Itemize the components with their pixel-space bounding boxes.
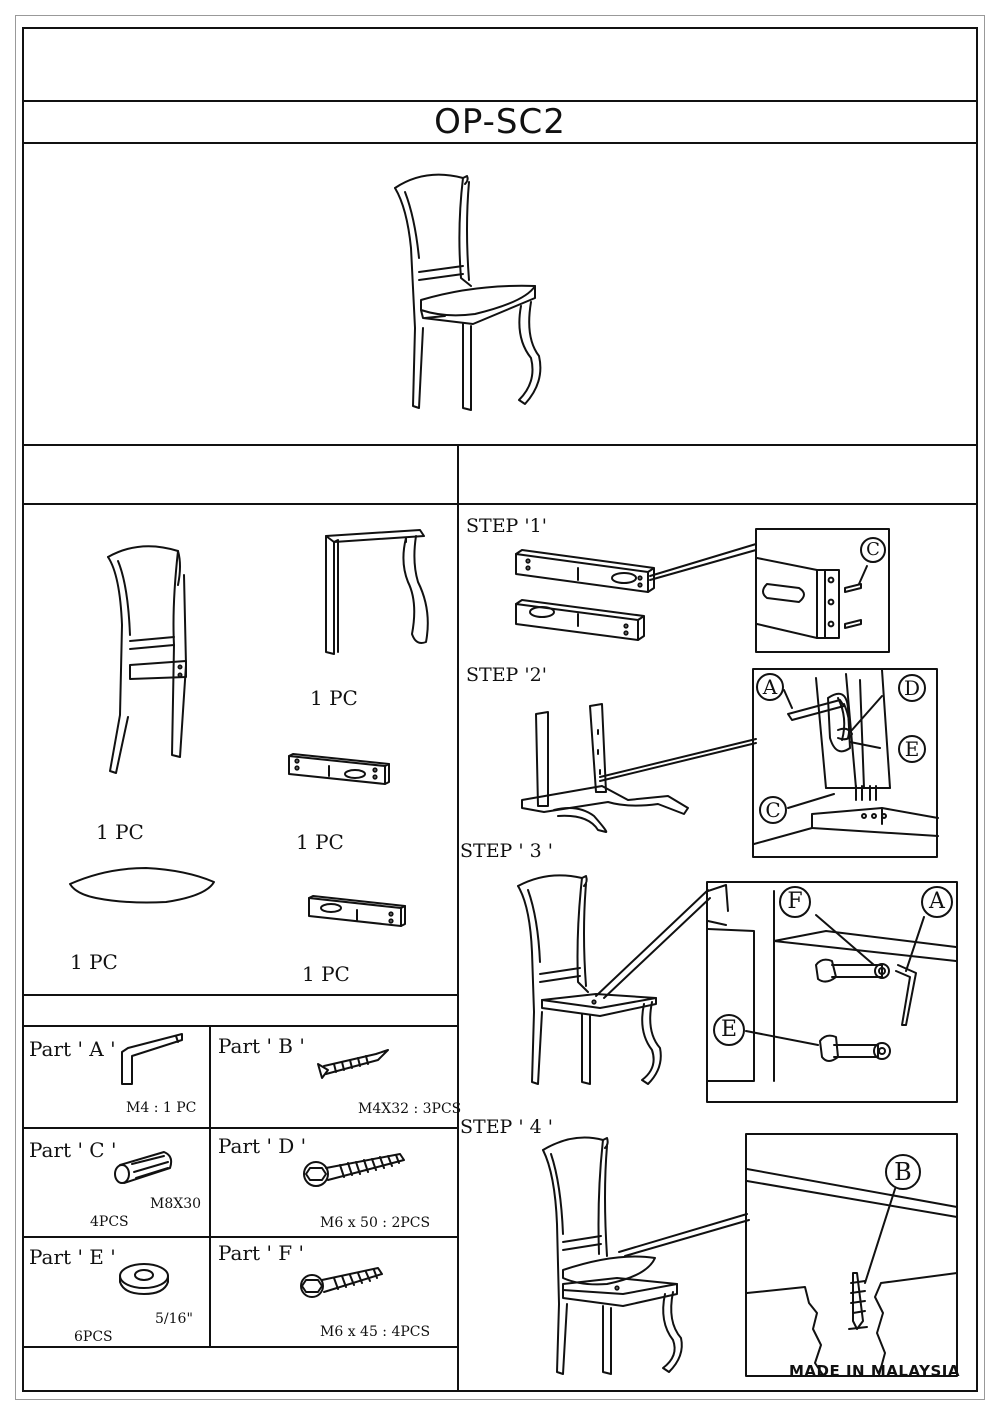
- wood-screw-icon: [312, 1042, 392, 1082]
- allen-key-icon: [118, 1034, 188, 1090]
- divider: [24, 1236, 457, 1238]
- callout-leader: [617, 1212, 751, 1258]
- divider: [24, 1127, 457, 1129]
- part-qty: 1 PC: [296, 830, 344, 854]
- step-4-detail: [745, 1133, 958, 1377]
- part-qty: 1 PC: [310, 686, 358, 710]
- divider: [24, 444, 976, 446]
- seat-part: [66, 864, 216, 906]
- divider: [24, 142, 976, 144]
- divider: [24, 1025, 457, 1027]
- part-b-spec: M4X32 : 3PCS: [358, 1101, 462, 1117]
- divider: [24, 1346, 457, 1348]
- part-a-spec: M4 : 1 PC: [126, 1100, 197, 1116]
- callout-f: F: [779, 886, 811, 918]
- side-rail-part: [285, 752, 390, 792]
- part-e-spec: 5/16": [155, 1311, 193, 1327]
- part-a-label: Part ' A ': [29, 1037, 116, 1061]
- callout-c: C: [759, 796, 787, 824]
- part-d-label: Part ' D ': [218, 1134, 307, 1158]
- part-qty: 1 PC: [96, 820, 144, 844]
- part-f-label: Part ' F ': [218, 1241, 305, 1265]
- side-rail-part: [305, 894, 405, 934]
- callout-leader: [650, 540, 760, 590]
- step-1-label: STEP '1': [466, 515, 547, 537]
- callout-b: B: [885, 1154, 921, 1190]
- step-4-label: STEP ' 4 ': [460, 1116, 553, 1138]
- chair-illustration: [385, 168, 545, 418]
- callout-e: E: [898, 735, 926, 763]
- leg-frame-part: [320, 522, 430, 662]
- back-frame-part: [100, 545, 200, 775]
- bolt-icon: [298, 1264, 386, 1304]
- dowel-icon: [110, 1148, 176, 1188]
- part-qty: 1 PC: [70, 950, 118, 974]
- part-c-label: Part ' C ': [29, 1138, 117, 1162]
- model-title: OP-SC2: [434, 102, 566, 142]
- step-3-label: STEP ' 3 ': [460, 840, 553, 862]
- step-3-detail: [706, 881, 958, 1103]
- part-b-label: Part ' B ': [218, 1034, 305, 1058]
- washer-icon: [116, 1260, 172, 1300]
- part-qty: 1 PC: [302, 962, 350, 986]
- divider: [24, 994, 457, 996]
- part-c-qty: 4PCS: [90, 1214, 129, 1230]
- divider: [24, 503, 976, 505]
- callout-d: D: [898, 674, 926, 702]
- divider: [209, 1025, 211, 1346]
- step-1-rails-illustration: [512, 548, 662, 648]
- part-e-label: Part ' E ': [29, 1245, 116, 1269]
- part-f-spec: M6 x 45 : 4PCS: [320, 1324, 431, 1340]
- step-2-label: STEP '2': [466, 664, 547, 686]
- callout-a: A: [756, 673, 784, 701]
- callout-c: C: [860, 537, 886, 563]
- origin-label: MADE IN MALAYSIA: [789, 1362, 960, 1380]
- callout-e: E: [713, 1014, 745, 1046]
- callout-a: A: [921, 886, 953, 918]
- callout-leader: [600, 735, 760, 785]
- divider: [457, 444, 459, 1390]
- callout-leader: [594, 888, 712, 1000]
- part-c-spec: M8X30: [150, 1196, 202, 1212]
- bolt-icon: [300, 1148, 408, 1194]
- part-e-qty: 6PCS: [74, 1329, 113, 1345]
- part-d-spec: M6 x 50 : 2PCS: [320, 1215, 431, 1231]
